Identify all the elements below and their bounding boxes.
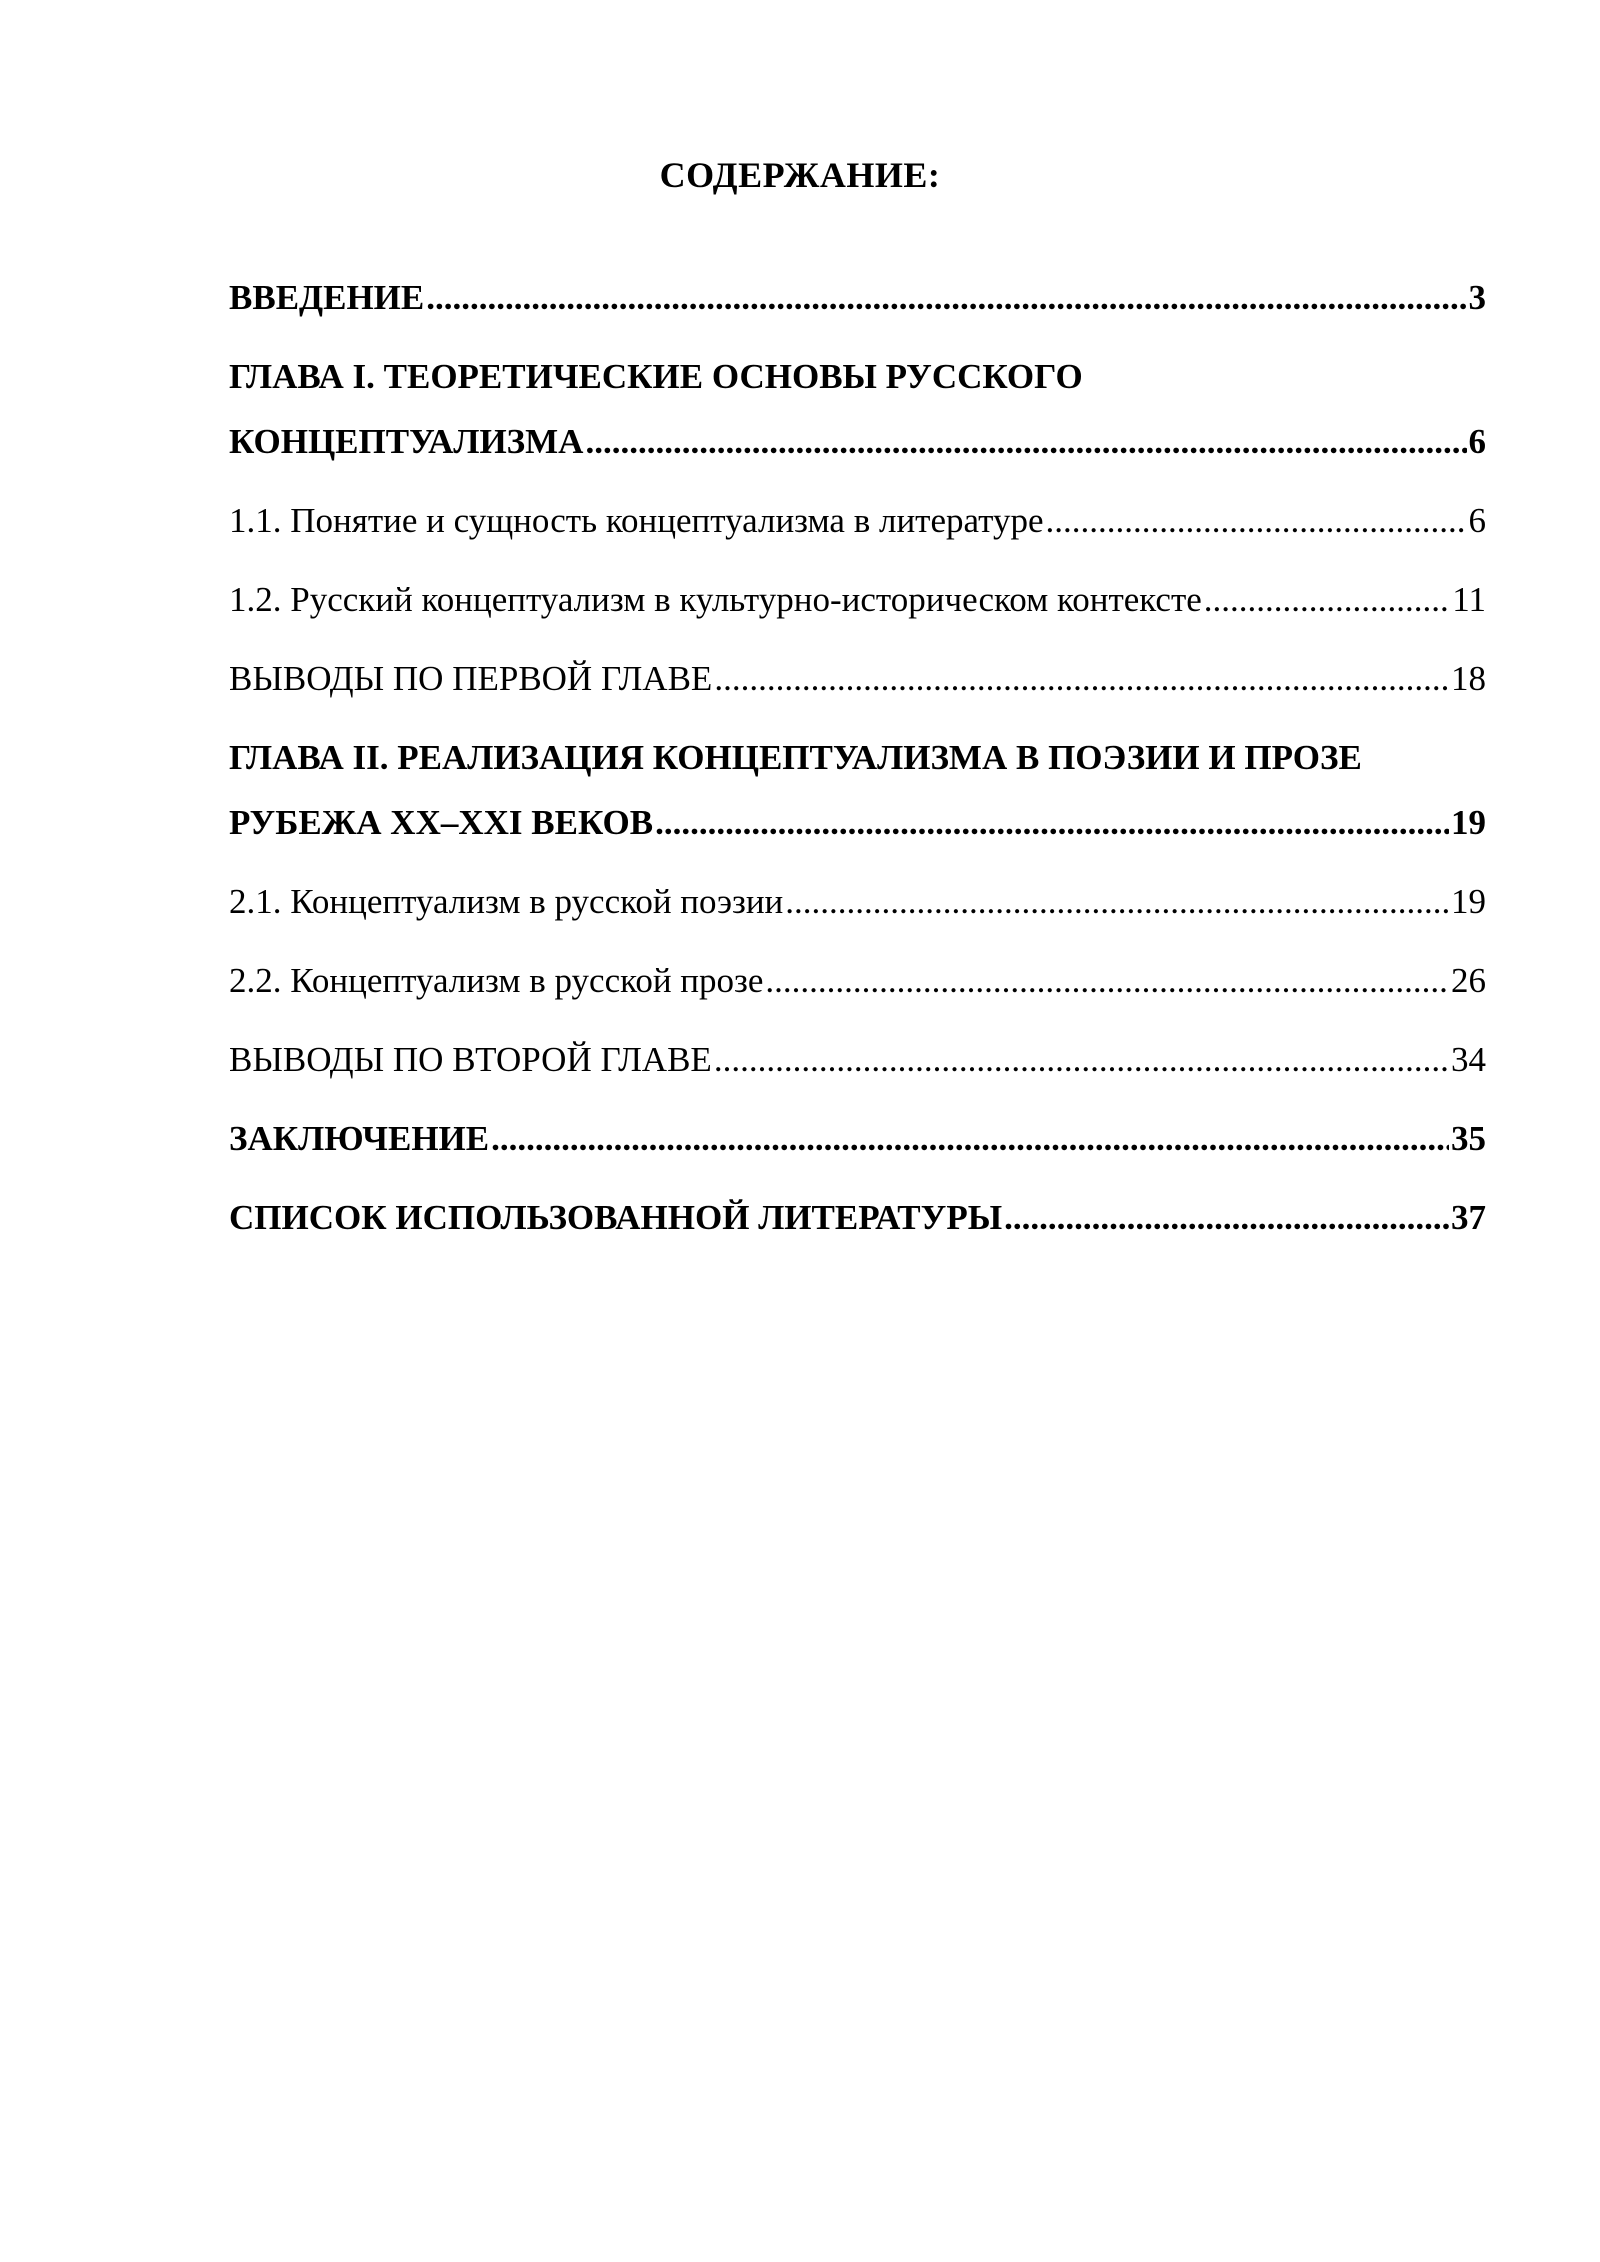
dot-leader (785, 879, 1449, 925)
toc-entry-label: ЗАКЛЮЧЕНИЕ (229, 1119, 490, 1158)
toc-entry-introduction[interactable] (229, 275, 1486, 321)
toc-entry-label: ВВЕДЕНИЕ (229, 278, 425, 317)
dot-leader (655, 800, 1449, 846)
dot-leader (765, 958, 1449, 1004)
toc-entry-page: 26 (1451, 961, 1486, 1000)
toc-entry-label: СПИСОК ИСПОЛЬЗОВАННОЙ ЛИТЕРАТУРЫ (229, 1198, 1003, 1237)
table-of-contents (229, 275, 1486, 1274)
dot-leader (1046, 498, 1467, 544)
dot-leader (491, 1116, 1449, 1162)
toc-entry-conclusion[interactable] (229, 1116, 1486, 1162)
toc-entry-page: 19 (1451, 882, 1486, 921)
toc-entry-section-1-2[interactable] (229, 577, 1486, 623)
dot-leader (714, 1037, 1449, 1083)
toc-entry-page: 18 (1451, 659, 1486, 698)
toc-entry-chapter-2[interactable] (229, 800, 1486, 846)
toc-entry-label: РУБЕЖА XX–XXI ВЕКОВ (229, 803, 654, 842)
toc-entry-label: 2.1. Концептуализм в русской поэзии (229, 882, 784, 921)
toc-entry-label: 2.2. Концептуализм в русской прозе (229, 961, 764, 1000)
toc-entry-page: 37 (1451, 1198, 1486, 1237)
dot-leader (426, 275, 1466, 321)
toc-entry-page: 34 (1451, 1040, 1486, 1079)
toc-entry-page: 6 (1468, 422, 1486, 461)
toc-entry-page: 3 (1468, 278, 1486, 317)
toc-entry-label: ВЫВОДЫ ПО ПЕРВОЙ ГЛАВЕ (229, 659, 713, 698)
toc-entry-chapter-1-line1[interactable]: ГЛАВА I. ТЕОРЕТИЧЕСКИЕ ОСНОВЫ РУССКОГО (229, 357, 1083, 396)
toc-entry-bibliography[interactable] (229, 1195, 1486, 1241)
toc-title: СОДЕРЖАНИЕ: (659, 155, 941, 195)
toc-entry-section-2-1[interactable] (229, 879, 1486, 925)
toc-entry-page: 11 (1452, 580, 1486, 619)
dot-leader (1004, 1195, 1449, 1241)
toc-entry-label: ВЫВОДЫ ПО ВТОРОЙ ГЛАВЕ (229, 1040, 712, 1079)
dot-leader (714, 656, 1449, 702)
toc-entry-label: 1.1. Понятие и сущность концептуализма в литературе (229, 501, 1044, 540)
dot-leader (1204, 577, 1451, 623)
toc-entry-page: 19 (1451, 803, 1486, 842)
toc-entry-chapter-1[interactable] (229, 419, 1486, 465)
toc-entry-label: 1.2. Русский концептуализм в культурно-историческом контексте (229, 580, 1202, 619)
dot-leader (585, 419, 1466, 465)
toc-entry-section-1-1[interactable] (229, 498, 1486, 544)
toc-entry-conclusions-2[interactable] (229, 1037, 1486, 1083)
toc-entry-section-2-2[interactable] (229, 958, 1486, 1004)
toc-entry-chapter-2-line1[interactable]: ГЛАВА II. РЕАЛИЗАЦИЯ КОНЦЕПТУАЛИЗМА В ПОЭЗИИ И ПРОЗЕ (229, 738, 1362, 777)
toc-entry-page: 6 (1468, 501, 1486, 540)
toc-entry-conclusions-1[interactable] (229, 656, 1486, 702)
toc-entry-page: 35 (1451, 1119, 1486, 1158)
toc-entry-label: КОНЦЕПТУАЛИЗМА (229, 422, 584, 461)
